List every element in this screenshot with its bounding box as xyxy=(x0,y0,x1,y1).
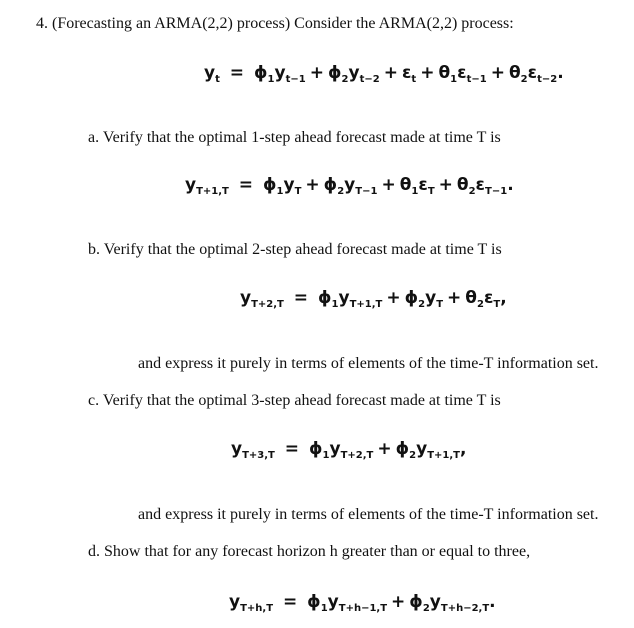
variable xyxy=(416,439,460,459)
variable xyxy=(283,175,301,195)
equation-term xyxy=(324,175,378,195)
coefficient xyxy=(509,63,528,83)
variable-subscript: t xyxy=(411,74,417,85)
variable-base: y xyxy=(338,288,350,308)
coefficient-base: ϕ xyxy=(317,288,332,308)
variable-base: ε xyxy=(457,63,467,83)
variable-base: ε xyxy=(418,175,428,195)
variable xyxy=(338,288,382,308)
equals-sign: = xyxy=(223,63,250,83)
coefficient xyxy=(318,288,339,308)
main-equation xyxy=(204,62,564,84)
variable xyxy=(425,288,443,308)
coefficient-subscript: 2 xyxy=(422,603,430,614)
variable-base: ε xyxy=(483,288,494,308)
part-a-statement xyxy=(88,128,501,148)
equation-lhs xyxy=(240,288,284,308)
variable xyxy=(329,439,373,459)
plus-sign: + xyxy=(391,592,406,612)
variable xyxy=(430,592,489,612)
coefficient xyxy=(396,439,417,459)
equation-term xyxy=(396,439,460,459)
variable-subscript: T xyxy=(436,299,444,310)
equation-lhs-subscript: t xyxy=(215,74,220,85)
coefficient xyxy=(324,175,345,195)
coefficient-subscript: 1 xyxy=(267,74,275,85)
equation-term xyxy=(509,63,557,83)
equation-term xyxy=(328,63,380,83)
part-c-equation xyxy=(231,438,466,460)
variable-base: y xyxy=(425,288,437,308)
coefficient-subscript: 1 xyxy=(322,450,330,461)
part-b-text: Verify that the optimal 2-step ahead forecast made at time T is xyxy=(103,241,502,258)
coefficient-subscript: 1 xyxy=(411,186,419,197)
variable-subscript: t−1 xyxy=(466,74,487,85)
equation-term xyxy=(254,63,306,83)
part-a-text: Verify that the optimal 1-step ahead forecast made at time T is xyxy=(102,129,501,146)
coefficient xyxy=(465,288,484,308)
coefficient xyxy=(309,439,330,459)
variable-subscript: t−2 xyxy=(537,74,558,85)
coefficient xyxy=(263,175,284,195)
part-a-equation xyxy=(185,174,514,196)
part-c-statement xyxy=(88,391,501,411)
variable xyxy=(457,63,487,83)
variable-subscript: t−1 xyxy=(285,74,306,85)
part-b-followup: and express it purely in terms of elements of the time-T information set. xyxy=(138,355,599,372)
variable-base: y xyxy=(416,439,428,459)
variable xyxy=(418,175,434,195)
equation-term xyxy=(307,592,387,612)
coefficient-base: ϕ xyxy=(307,592,321,612)
variable-subscript: T xyxy=(294,186,302,197)
coefficient-base: ϕ xyxy=(262,175,277,195)
coefficient-subscript: 1 xyxy=(276,186,284,197)
variable-base: y xyxy=(344,175,356,195)
variable xyxy=(402,63,416,83)
variable-base: ε xyxy=(401,63,412,83)
coefficient-subscript: 1 xyxy=(450,74,458,85)
plus-sign: + xyxy=(490,63,505,83)
variable-base: y xyxy=(348,63,360,83)
problem-header xyxy=(36,14,514,34)
equation-term xyxy=(409,592,489,612)
coefficient xyxy=(438,63,457,83)
equation-lhs-base: y xyxy=(240,288,252,308)
variable xyxy=(528,63,558,83)
coefficient-base: ϕ xyxy=(327,63,342,83)
equation-lhs-subscript: T+h,T xyxy=(240,603,274,614)
variable-subscript: T−1 xyxy=(355,186,378,197)
coefficient-base: θ xyxy=(465,288,477,308)
coefficient-subscript: 1 xyxy=(331,299,339,310)
coefficient-base: ϕ xyxy=(253,63,268,83)
coefficient xyxy=(405,288,426,308)
equation-lhs-subscript: T+2,T xyxy=(251,299,284,310)
variable xyxy=(274,63,305,83)
variable-subscript: T+h−1,T xyxy=(338,603,388,614)
equation-lhs-subscript: T+1,T xyxy=(196,186,229,197)
variable-base: y xyxy=(329,439,341,459)
equation-term xyxy=(457,175,507,195)
problem-number: 4. xyxy=(36,15,48,32)
coefficient-base: θ xyxy=(456,175,469,195)
variable-base: y xyxy=(274,63,286,83)
part-c-text: Verify that the optimal 3-step ahead forecast made at time T is xyxy=(102,392,501,409)
equation-end-punctuation: , xyxy=(460,439,467,459)
plus-sign: + xyxy=(377,439,392,459)
plus-sign: + xyxy=(386,288,401,308)
coefficient xyxy=(409,592,430,612)
variable-subscript: T xyxy=(493,299,501,310)
equation-end-punctuation: . xyxy=(489,592,496,612)
coefficient-subscript: 1 xyxy=(320,603,328,614)
variable-base: y xyxy=(283,175,295,195)
coefficient-base: ϕ xyxy=(395,439,410,459)
coefficient-base: ϕ xyxy=(323,175,338,195)
variable-base: ε xyxy=(475,175,486,195)
plus-sign: + xyxy=(381,175,396,195)
equals-sign: = xyxy=(277,592,304,612)
coefficient-subscript: 2 xyxy=(341,74,349,85)
equation-lhs xyxy=(231,439,275,459)
equation-term xyxy=(400,175,435,195)
plus-sign: + xyxy=(420,63,435,83)
coefficient-subscript: 2 xyxy=(468,186,476,197)
equation-lhs xyxy=(229,592,273,612)
coefficient-base: ϕ xyxy=(409,592,423,612)
equation-term xyxy=(263,175,301,195)
part-b-equation xyxy=(240,287,507,309)
part-c-label: c. xyxy=(88,392,100,409)
part-d-text: Show that for any forecast horizon h greater than or equal to three, xyxy=(104,543,531,560)
equation-end-punctuation: . xyxy=(557,63,564,83)
part-d-label: d. xyxy=(88,543,100,560)
equals-sign: = xyxy=(232,175,259,195)
equals-sign: = xyxy=(287,288,314,308)
part-b-statement xyxy=(88,240,502,260)
plus-sign: + xyxy=(447,288,462,308)
equation-lhs-subscript: T+3,T xyxy=(242,450,275,461)
variable-subscript: t−2 xyxy=(359,74,380,85)
coefficient-subscript: 2 xyxy=(418,299,426,310)
variable-subscript: T−1 xyxy=(485,186,508,197)
coefficient xyxy=(457,175,476,195)
plus-sign: + xyxy=(383,63,398,83)
equation-term xyxy=(465,288,500,308)
part-a-label: a. xyxy=(88,129,100,146)
coefficient-base: ϕ xyxy=(308,439,323,459)
plus-sign: + xyxy=(309,63,324,83)
equation-lhs-base: y xyxy=(229,592,241,612)
variable-base: y xyxy=(429,592,441,612)
equation-lhs-base: y xyxy=(231,439,243,459)
variable-subscript: T+1,T xyxy=(349,299,383,310)
coefficient xyxy=(400,175,419,195)
coefficient-subscript: 2 xyxy=(520,74,528,85)
part-d-equation xyxy=(229,591,496,613)
plus-sign: + xyxy=(305,175,320,195)
variable-base: ε xyxy=(527,63,538,83)
variable xyxy=(328,592,387,612)
variable xyxy=(484,288,500,308)
variable-subscript: T+1,T xyxy=(427,450,460,461)
coefficient xyxy=(254,63,275,83)
variable xyxy=(344,175,377,195)
equation-end-punctuation: , xyxy=(500,288,507,308)
variable-base: y xyxy=(327,592,339,612)
coefficient-base: ϕ xyxy=(404,288,419,308)
equation-lhs xyxy=(185,175,229,195)
plus-sign: + xyxy=(438,175,453,195)
equation-term xyxy=(318,288,382,308)
equation-term xyxy=(438,63,486,83)
part-d-statement xyxy=(88,542,530,562)
coefficient-subscript: 2 xyxy=(476,299,484,310)
variable xyxy=(348,63,379,83)
coefficient-subscript: 2 xyxy=(409,450,417,461)
equation-lhs xyxy=(204,63,220,83)
variable-subscript: T+2,T xyxy=(340,450,374,461)
equation-lhs-base: y xyxy=(204,63,216,83)
coefficient-subscript: 2 xyxy=(337,186,345,197)
coefficient-base: θ xyxy=(438,63,451,83)
equals-sign: = xyxy=(278,439,305,459)
coefficient-base: θ xyxy=(399,175,412,195)
part-b-label: b. xyxy=(88,241,100,258)
coefficient xyxy=(328,63,349,83)
equation-term xyxy=(405,288,443,308)
variable xyxy=(476,175,508,195)
part-c-followup: and express it purely in terms of elements of the time-T information set. xyxy=(138,506,599,523)
problem-intro: (Forecasting an ARMA(2,2) process) Consider the ARMA(2,2) process: xyxy=(52,15,514,32)
variable-subscript: T xyxy=(427,186,435,197)
equation-end-punctuation: . xyxy=(507,175,514,195)
equation-term xyxy=(309,439,373,459)
variable-subscript: T+h−2,T xyxy=(440,603,490,614)
coefficient-base: θ xyxy=(508,63,521,83)
equation-term xyxy=(402,63,416,83)
equation-lhs-base: y xyxy=(185,175,197,195)
coefficient xyxy=(307,592,328,612)
